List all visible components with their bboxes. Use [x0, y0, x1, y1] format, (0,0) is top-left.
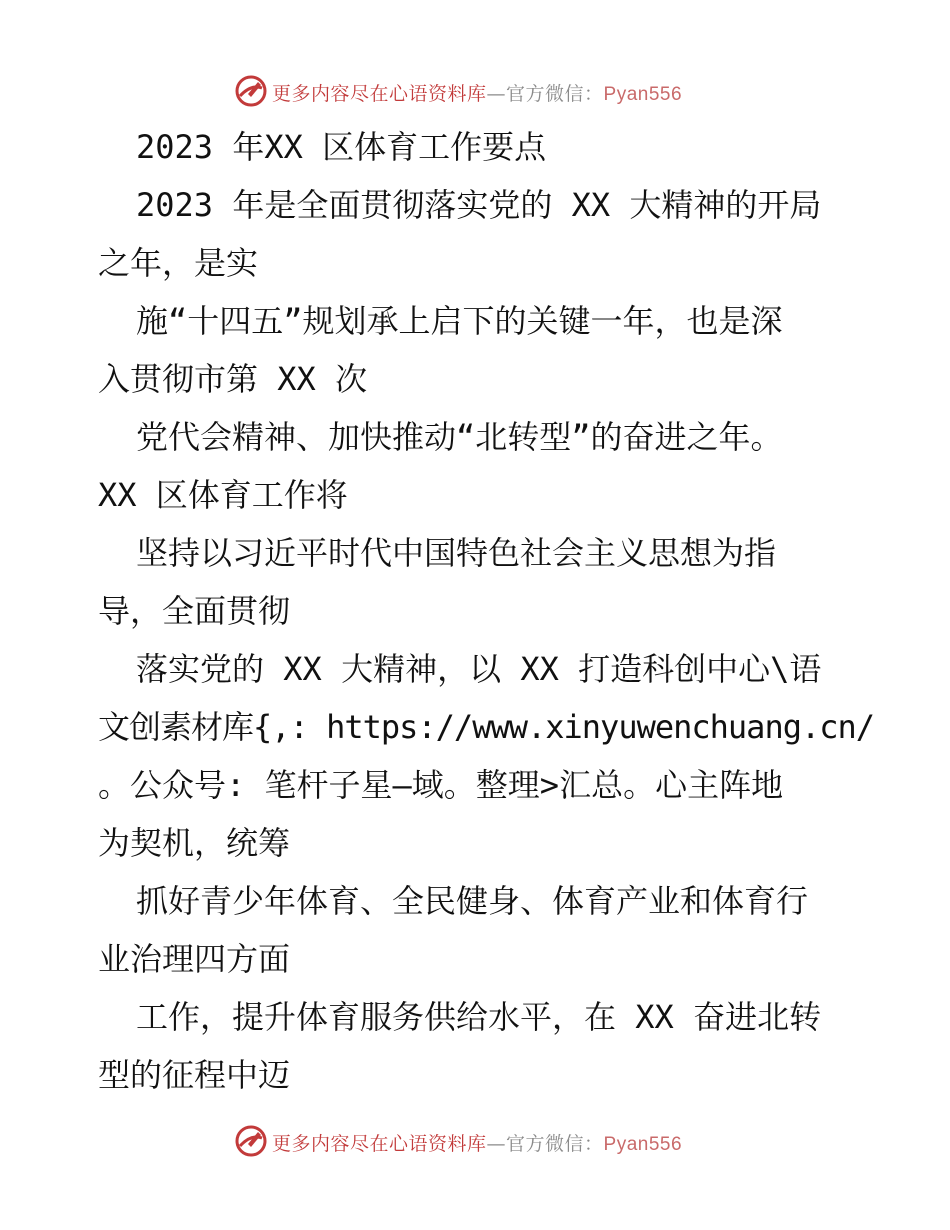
footer-banner-wechat: Pyan556: [603, 1134, 683, 1155]
paragraph-line: XX 区体育工作将: [98, 476, 348, 514]
header-banner-dash: —: [486, 83, 507, 105]
paragraph-line: 之年，是实: [98, 244, 259, 282]
paragraph-line: 抓好青少年体育、全民健身、体育产业和体育行: [136, 882, 809, 920]
paragraph-line: 业治理四方面: [98, 940, 291, 978]
paragraph-line: 党代会精神、加快推动“北转型”的奋进之年。: [136, 418, 783, 456]
paragraph-line: 2023 年是全面贯彻落实党的 XX 大精神的开局: [136, 186, 822, 224]
header-banner-sub: 官方微信：: [506, 83, 604, 105]
paragraph-line: 施“十四五”规划承上启下的关键一年，也是深: [136, 302, 783, 340]
paragraph-line: 型的征程中迈: [98, 1056, 291, 1094]
document-title: 2023 年XX 区体育工作要点: [136, 128, 547, 166]
paragraph-line-url: 文创素材库{,: https://www.xinyuwenchuang.cn/: [98, 708, 875, 746]
paragraph-line: 为契机，统筹: [98, 824, 291, 862]
footer-banner-dash: —: [486, 1133, 507, 1155]
pen-logo-icon: [234, 74, 268, 108]
header-banner-main: 更多内容尽在心语资料库: [272, 83, 487, 105]
footer-banner-main: 更多内容尽在心语资料库: [272, 1133, 487, 1155]
header-watermark-banner: [0, 72, 950, 112]
header-banner-wechat: Pyan556: [603, 84, 683, 105]
header-banner-text: [272, 79, 682, 106]
paragraph-line: 导，全面贯彻: [98, 592, 291, 630]
paragraph-line: 工作，提升体育服务供给水平，在 XX 奋进北转: [136, 998, 822, 1036]
paragraph-line: 坚持以习近平时代中国特色社会主义思想为指: [136, 534, 777, 572]
paragraph-line: 入贯彻市第 XX 次: [98, 360, 368, 398]
pen-logo-icon: [234, 1124, 268, 1158]
footer-banner-text: [272, 1129, 682, 1156]
paragraph-line: 。公众号: 笔杆子星—域。整理>汇总。心主阵地: [98, 766, 784, 804]
footer-banner-sub: 官方微信：: [506, 1133, 604, 1155]
footer-watermark-banner: [0, 1122, 950, 1162]
paragraph-line: 落实党的 XX 大精神，以 XX 打造科创中心\语: [136, 650, 822, 688]
